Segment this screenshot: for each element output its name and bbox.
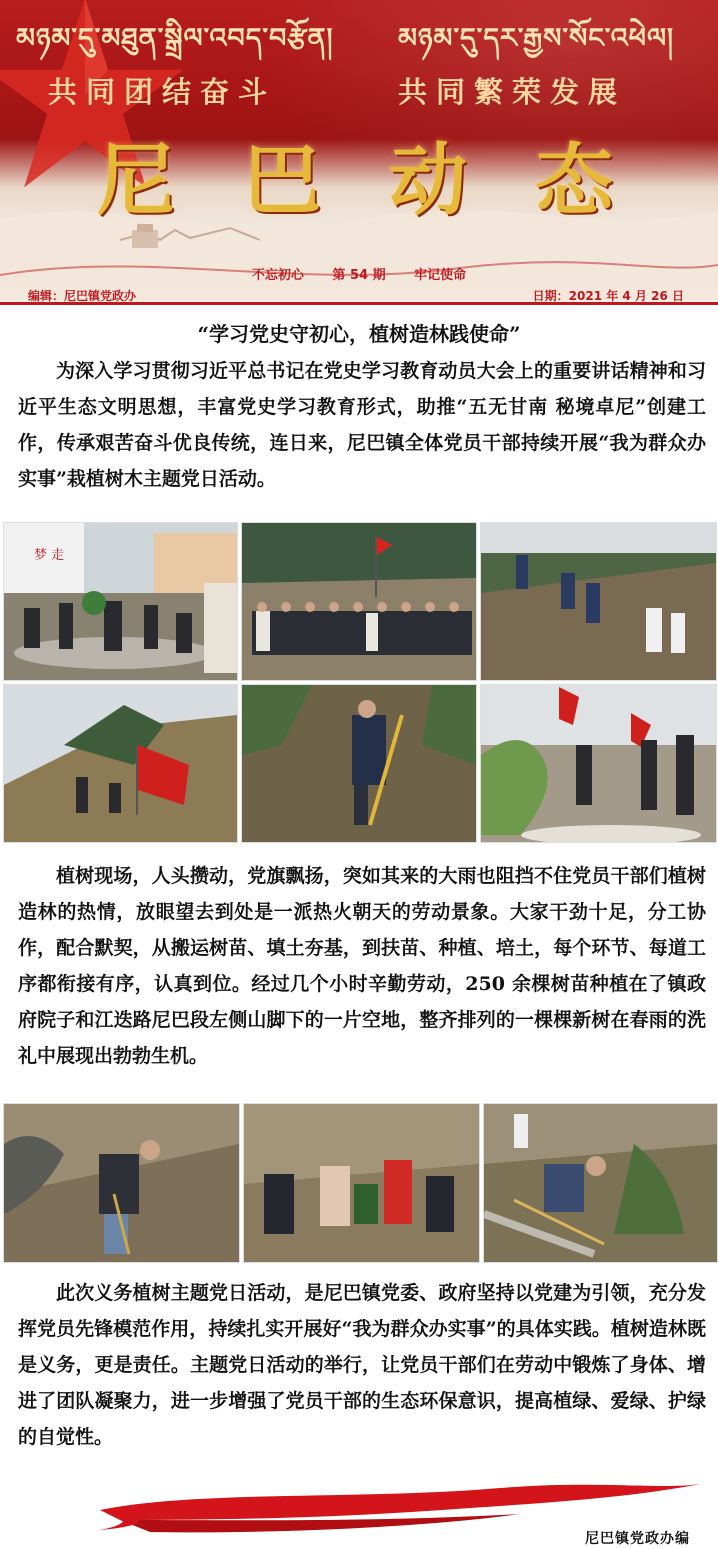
footer-credit: 尼巴镇党政办编 (585, 1531, 690, 1547)
photo-man-digging (3, 1103, 240, 1263)
photo-shoveling (241, 684, 477, 843)
photo-courtyard-planting (3, 522, 238, 681)
article-headline: “学习党史守初心，植树造林践使命” (197, 322, 521, 346)
tibetan-slogan-left: མཉམ་དུ་མཐུན་སྒྲིལ་འབད་བརྩོན། (16, 23, 334, 54)
sign-text: 梦 走 (34, 548, 65, 563)
paragraph-conclusion: 此次义务植树主题党日活动，是尼巴镇党委、政府坚持以党建为引领，充分发挥党员先锋模范作用，持续扎实开展好“我为群众办实事”的具体实践。植树造林既是义务，更是责任。主题党日活动的举行，让党员干部们在劳动中锻炼了身体、增进了团队凝聚力，进一步增强了党员干部的生态环保意识，提高植绿、爱绿、护绿的自觉性。 (18, 1282, 706, 1448)
footer (0, 1480, 718, 1548)
photo-slope-tree (483, 1103, 718, 1263)
masthead-banner (0, 0, 718, 302)
issue-motto-left: 不忘初心 (251, 268, 304, 283)
paragraph-intro: 为深入学习贯彻习近平总书记在党史学习教育动员大会上的重要讲话精神和习近平生态文明思想，丰富党史学习教育形式，助推“五无甘南 秘境卓尼”创建工作，传承艰苦奋斗优良传统，连日来，尼巴镇全体党员干部持续开展“我为群众办实事”栽植树木主题党日活动。 (18, 360, 706, 490)
issue-number: 第 54 期 (332, 268, 386, 283)
photo-hillside-planting (480, 522, 717, 681)
editor-label: 编辑：尼巴镇党政办 (28, 289, 137, 302)
slogan-right: 共同繁荣发展 (398, 75, 627, 109)
header-divider (0, 302, 718, 305)
masthead-title: 尼巴动态 (96, 135, 681, 226)
photo-group-portrait (241, 522, 477, 681)
slogan-left: 共同团结奋斗 (48, 75, 277, 109)
date-label: 日期：2021 年 4 月 26 日 (532, 289, 684, 302)
tibetan-slogan-right: མཉམ་དུ་དར་རྒྱས་སོང་འཕེལ། (398, 23, 675, 54)
issue-motto-right: 牢记使命 (414, 268, 467, 283)
issue-line (0, 264, 718, 283)
photo-courtyard-flag (480, 684, 717, 843)
photo-team-planting (243, 1103, 480, 1263)
paragraph-scene: 植树现场，人头攒动，党旗飘扬，突如其来的大雨也阻挡不住党员干部们植树造林的热情，放眼望去到处是一派热火朝天的劳动景象。大家干劲十足，分工协作，配合默契，从搬运树苗、填土夯基，到扶苗、种植、培土，每个环节、每道工序都衔接有序，认真到位。经过几个小时辛勤劳动，250 余棵树苗种植在了镇政府院子和江迭路尼巴段左侧山脚下的一片空地，整齐排列的一棵棵新树在春雨的洗礼中展现出勃勃生机。 (18, 865, 706, 1067)
photo-party-flag-hill (3, 684, 238, 843)
meta-row (0, 287, 718, 301)
